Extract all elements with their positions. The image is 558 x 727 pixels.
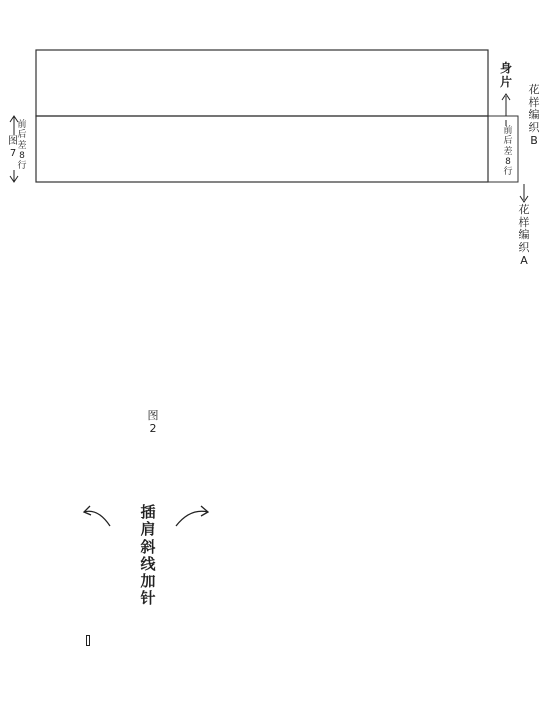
label-fig7: 图 7 (8, 136, 18, 159)
label-body-piece: 身 片 (499, 61, 512, 89)
label-pattern-a: 花 样 编 织 A (518, 203, 530, 267)
note-line (86, 636, 90, 646)
label-raglan-increase: 插 肩 斜 线 加 针 (140, 503, 156, 608)
arrows (10, 94, 528, 526)
label-fig2: 图 2 (147, 409, 159, 435)
label-pattern-b: 花 样 编 织 B (528, 83, 540, 147)
section-frames (36, 50, 518, 182)
note-symbol (86, 635, 90, 646)
label-front-back-diff-left: 前 后 差 8 行 (17, 120, 27, 172)
label-front-back-diff-right: 前 后 差 8 行 (503, 126, 513, 178)
